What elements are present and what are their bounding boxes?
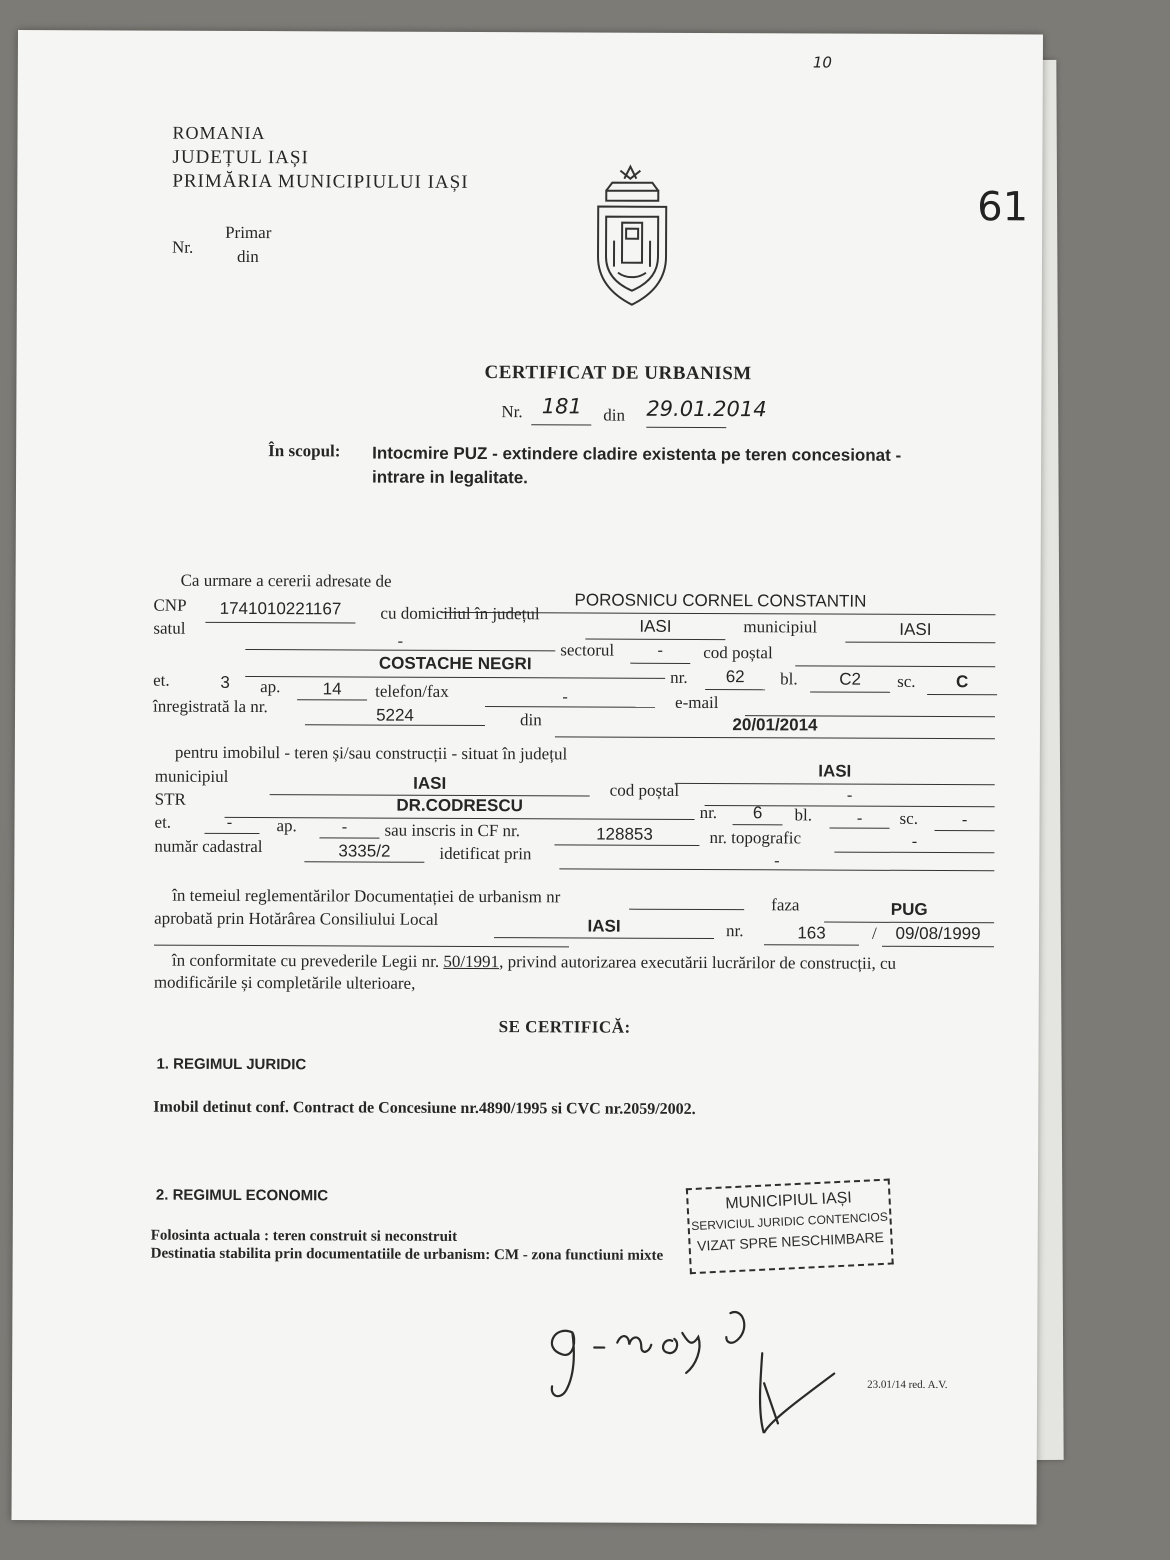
registration-date: 20/01/2014 (732, 715, 818, 735)
header-office: PRIMĂRIA MUNICIPIULUI IAȘI (172, 170, 469, 193)
et-label: et. (153, 670, 170, 690)
purpose-line-2: intrare in legalitate. (372, 467, 528, 488)
property-municipality-label: municipiul (154, 766, 229, 786)
property-street: DR.CODRESCU (396, 795, 523, 816)
underline (297, 699, 367, 700)
section-2-title: 2. REGIMUL ECONOMIC (155, 1186, 329, 1205)
underline (304, 861, 424, 863)
faza-label: faza (771, 895, 800, 915)
decision-date: 09/08/1999 (895, 923, 981, 944)
phone-label: telefon/fax (375, 681, 449, 701)
purpose-line-1: Intocmire PUZ - extindere cladire existenta pe teren concesionat - (372, 443, 902, 465)
document-page (11, 30, 1042, 1524)
property-county: IASI (818, 761, 852, 781)
domicile-label: cu domiciliul în județul (380, 603, 540, 624)
regulation-line-2: aprobată prin Hotărârea Consiliului Local (154, 908, 439, 929)
bl-label: bl. (780, 669, 798, 689)
header-primar: Primar (225, 222, 272, 243)
underline (845, 642, 995, 644)
topo-label: nr. topografic (709, 828, 802, 848)
underline (830, 828, 890, 829)
coat-of-arms-icon (592, 161, 673, 316)
document-title: CERTIFICAT DE URBANISM (484, 362, 752, 385)
section-2-destination: Destinatia stabilita prin documentatiile de urbanism: CM - zona functiuni mixte (150, 1245, 664, 1264)
underline (927, 694, 997, 695)
applicant-sc: C (955, 672, 969, 692)
applicant-ap: 14 (322, 679, 342, 699)
property-nr-label: nr. (699, 802, 718, 823)
registration-label: înregistrată la nr. (153, 696, 268, 717)
sector-value: - (657, 640, 664, 660)
topo-number: - (911, 831, 918, 851)
nr-label: nr. (670, 667, 688, 687)
property-ap: - (341, 817, 348, 837)
underline (733, 824, 783, 825)
property-sc-label: sc. (899, 808, 919, 828)
law-text-post: , privind autorizarea executării lucrărilor de construcții, cu (499, 952, 897, 973)
cadastral-label: număr cadastral (154, 836, 263, 857)
date-label: din (603, 405, 626, 425)
email-label: e-mail (675, 692, 719, 713)
certificate-date: 29.01.2014 (646, 396, 767, 422)
underline (646, 427, 726, 428)
underline (305, 724, 485, 726)
law-text-line-2: modificările și completările ulterioare, (153, 972, 416, 993)
stamp-line-3: VIZAT SPRE NESCHIMBARE (696, 1228, 885, 1254)
handwritten-signature (532, 1292, 863, 1433)
law-reference: 50/1991 (443, 951, 500, 972)
section-1-text: Imobil detinut conf. Contract de Concesiune nr.4890/1995 si CVC nr.2059/2002. (153, 1098, 696, 1118)
property-bl-label: bl. (794, 805, 813, 825)
applicant-street: COSTACHE NEGRI (378, 653, 532, 674)
property-postal: - (846, 785, 853, 805)
council-value: IASI (587, 916, 621, 936)
property-et-label: et. (154, 812, 172, 832)
footer-note: 23.01/14 red. A.V. (867, 1378, 948, 1392)
satul-label: satul (153, 618, 186, 638)
applicant-phone: - (562, 687, 568, 707)
underline (205, 622, 355, 624)
section-1-title: 1. REGIMUL JURIDIC (156, 1055, 307, 1074)
applicant-et: 3 (220, 672, 230, 692)
cnp-value: 1741010221167 (219, 598, 342, 619)
underline (554, 844, 699, 846)
decision-nr-label: nr. (726, 921, 744, 941)
postal-label: cod poștal (703, 642, 773, 663)
regulation-line-1: în temeiul reglementărilor Documentației de urbanism nr (172, 885, 561, 907)
applicant-nr: 62 (725, 667, 745, 687)
header-county: JUDEȚUL IAȘI (172, 146, 309, 169)
purpose-label: În scopul: (268, 441, 341, 461)
underline (629, 909, 744, 911)
faza-value: PUG (890, 899, 928, 919)
underline (810, 691, 890, 692)
cnp-label: CNP (153, 595, 187, 615)
underline (319, 837, 379, 838)
property-nr: 6 (752, 803, 763, 823)
law-text-pre: în conformitate cu prevederile Legii nr. (171, 950, 440, 971)
municipality-label: municipiul (743, 617, 818, 637)
validation-stamp (686, 1179, 894, 1275)
satul-value: - (397, 631, 404, 651)
law-text-line-1 (172, 951, 896, 974)
header-country: ROMANIA (172, 122, 266, 144)
page-number: 10 (812, 53, 832, 72)
section-2-use: Folosinta actuala : teren construit si neconstruit (150, 1227, 458, 1245)
applicant-municipality: IASI (899, 619, 932, 639)
underline (531, 424, 591, 425)
property-bl: - (856, 808, 863, 828)
underline (882, 946, 994, 947)
applicant-name: POROSNICU CORNEL CONSTANTIN (574, 590, 867, 611)
decision-slash: / (872, 923, 877, 943)
property-municipality: IASI (413, 773, 447, 793)
property-sc: - (961, 810, 968, 830)
underline (494, 937, 714, 939)
underline (795, 665, 995, 667)
decision-nr: 163 (797, 923, 826, 943)
property-intro: pentru imobilul - teren și/sau construcții - situat în județul (174, 742, 568, 764)
property-et: - (226, 812, 233, 832)
underline (485, 706, 655, 708)
certifies-heading: SE CERTIFICĂ: (498, 1017, 631, 1037)
certificate-number: 181 (541, 394, 582, 419)
header-din: din (236, 246, 259, 267)
stamp-line-1: MUNICIPIUL IAȘI (724, 1189, 853, 1213)
applicant-bl: C2 (839, 669, 862, 689)
registration-number: 5224 (376, 705, 414, 725)
cf-label: sau inscris in CF nr. (384, 820, 521, 841)
sector-label: sectorul (560, 640, 615, 660)
stamp-line-2: SERVICIUL JURIDIC CONTENCIOS (690, 1209, 889, 1234)
property-ap-label: ap. (276, 816, 297, 836)
sheet-mark: 61 (977, 184, 1029, 231)
applicant-county: IASI (639, 616, 672, 636)
identified-value: - (773, 851, 780, 871)
header-nr: Nr. (172, 237, 194, 257)
ap-label: ap. (260, 677, 281, 697)
underline (204, 833, 259, 834)
number-label: Nr. (501, 402, 523, 422)
sc-label: sc. (897, 671, 916, 691)
underline (154, 945, 569, 948)
property-postal-label: cod poștal (609, 780, 680, 800)
identified-label: idetificat prin (439, 843, 532, 864)
underline (705, 689, 765, 690)
underline (764, 944, 859, 945)
property-street-label: STR (154, 789, 186, 809)
underline (555, 736, 995, 739)
cadastral-number: 3335/2 (338, 841, 391, 861)
cf-number: 128853 (596, 824, 653, 844)
registration-date-label: din (519, 710, 542, 730)
applicant-intro: Ca urmare a cererii adresate de (180, 570, 392, 591)
